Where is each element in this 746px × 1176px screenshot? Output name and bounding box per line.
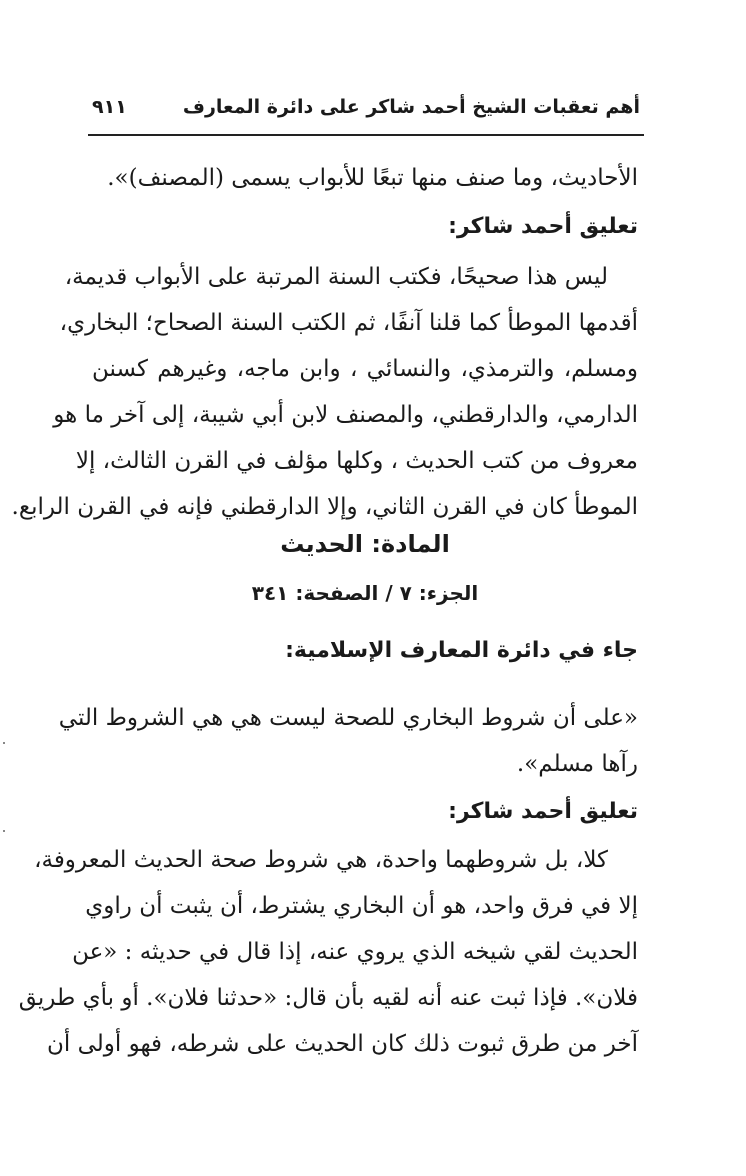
text-line: أقدمها الموطأ كما قلنا آنفًا، ثم الكتب السنة الصحاح؛ البخاري، bbox=[59, 310, 638, 336]
text-line: ليس هذا صحيحًا، فكتب السنة المرتبة على الأبواب قديمة، bbox=[64, 264, 608, 290]
running-title: أهم تعقبات الشيخ أحمد شاكر على دائرة المعارف bbox=[182, 96, 640, 118]
text-line: ومسلم، والترمذي، والنسائي ، وابن ماجه، وغيرهم كسنن bbox=[92, 356, 638, 382]
text-line: إلا في فرق واحد، هو أن البخاري يشترط، أن يثبت أن راوي bbox=[85, 893, 638, 919]
text-line: الحديث لقي شيخه الذي يروي عنه، إذا قال في حديثه : «عن bbox=[72, 939, 638, 965]
section-heading: جاء في دائرة المعارف الإسلامية: bbox=[285, 638, 638, 663]
text-line: معروف من كتب الحديث ، وكلها مؤلف في القرن الثالث، إلا bbox=[75, 448, 638, 474]
volume-page-reference: الجزء: ٧ / الصفحة: ٣٤١ bbox=[251, 581, 479, 605]
header-rule bbox=[88, 134, 644, 136]
text-line: فلان». فإذا ثبت عنه أنه لقيه بأن قال: «حدثنا فلان». أو بأي طريق bbox=[18, 985, 638, 1011]
text-line: آخر من طرق ثبوت ذلك كان الحديث على شرطه، فهو أولى أن bbox=[46, 1031, 638, 1057]
section-heading: تعليق أحمد شاكر: bbox=[448, 214, 638, 239]
text-line: كلا، بل شروطهما واحدة، هي شروط صحة الحديث المعروفة، bbox=[34, 847, 608, 873]
page-header bbox=[88, 96, 640, 126]
text-line: الموطأ كان في القرن الثاني، وإلا الدارقطني فإنه في القرن الرابع. bbox=[11, 494, 638, 520]
margin-mark bbox=[3, 742, 5, 744]
text-line: الدارمي، والدارقطني، والمصنف لابن أبي شيبة، إلى آخر ما هو bbox=[53, 402, 638, 428]
quote-line: رآها مسلم». bbox=[516, 751, 638, 777]
text-line: الأحاديث، وما صنف منها تبعًا للأبواب يسمى (المصنف)». bbox=[107, 165, 638, 191]
margin-mark bbox=[3, 830, 5, 832]
section-heading: تعليق أحمد شاكر: bbox=[448, 799, 638, 824]
page-number: ٩١١ bbox=[92, 96, 127, 118]
entry-title: المادة: الحديث bbox=[280, 530, 450, 558]
quote-line: «على أن شروط البخاري للصحة ليست هي هي الشروط التي bbox=[58, 705, 638, 731]
